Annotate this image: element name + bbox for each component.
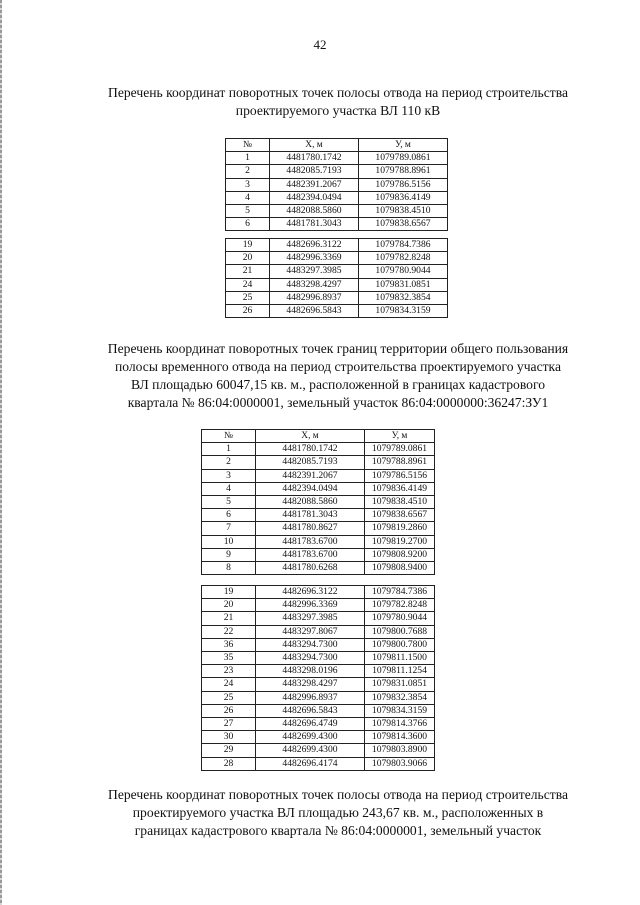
x-coordinate-cell: 4481780.1742 [270, 152, 359, 165]
y-coordinate-cell: 1079814.3600 [365, 731, 435, 744]
table-row [226, 178, 448, 191]
coordinates-table-1 [225, 138, 448, 231]
heading-2-line: квартала № 86:04:0000001, земельный участок 86:04:0000000:36247:ЗУ1 [127, 395, 549, 410]
table-2-block-2 [202, 586, 435, 771]
y-coordinate-cell: 1079789.0861 [365, 443, 435, 456]
point-number-cell: 25 [202, 691, 256, 704]
heading-2 [48, 340, 628, 412]
y-coordinate-cell: 1079788.8961 [365, 456, 435, 469]
y-coordinate-cell: 1079811.1254 [365, 665, 435, 678]
table-row [202, 731, 435, 744]
x-coordinate-cell: 4481780.6268 [256, 562, 365, 575]
y-coordinate-cell: 1079819.2700 [365, 535, 435, 548]
x-coordinate-cell: 4482085.7193 [270, 165, 359, 178]
header-y: У, м [365, 430, 435, 443]
table-row [202, 718, 435, 731]
x-coordinate-cell: 4482996.3369 [270, 252, 359, 265]
table-2-block-1 [202, 443, 435, 575]
table-row [202, 704, 435, 717]
x-coordinate-cell: 4483294.7300 [256, 652, 365, 665]
table-row [202, 625, 435, 638]
table-row [226, 191, 448, 204]
point-number-cell: 35 [202, 652, 256, 665]
y-coordinate-cell: 1079838.6567 [359, 218, 448, 231]
table-row [202, 496, 435, 509]
point-number-cell: 19 [202, 586, 256, 599]
y-coordinate-cell: 1079803.8900 [365, 744, 435, 757]
y-coordinate-cell: 1079786.5156 [365, 469, 435, 482]
y-coordinate-cell: 1079780.9044 [365, 612, 435, 625]
table-row [202, 443, 435, 456]
table-row [226, 291, 448, 304]
table-row [226, 152, 448, 165]
y-coordinate-cell: 1079800.7688 [365, 625, 435, 638]
y-coordinate-cell: 1079784.7386 [359, 239, 448, 252]
x-coordinate-cell: 4482696.5843 [256, 704, 365, 717]
x-coordinate-cell: 4481781.3043 [256, 509, 365, 522]
point-number-cell: 21 [202, 612, 256, 625]
y-coordinate-cell: 1079788.8961 [359, 165, 448, 178]
header-num: № [202, 430, 256, 443]
x-coordinate-cell: 4482996.8937 [256, 691, 365, 704]
y-coordinate-cell: 1079782.8248 [359, 252, 448, 265]
heading-3-line: Перечень координат поворотных точек полосы отвода на период строительства [108, 787, 568, 802]
table-row [202, 535, 435, 548]
x-coordinate-cell: 4482088.5860 [256, 496, 365, 509]
table-row [226, 265, 448, 278]
point-number-cell: 22 [202, 625, 256, 638]
x-coordinate-cell: 4483298.4297 [256, 678, 365, 691]
y-coordinate-cell: 1079838.4510 [359, 205, 448, 218]
point-number-cell: 26 [202, 704, 256, 717]
point-number-cell: 3 [226, 178, 270, 191]
y-coordinate-cell: 1079780.9044 [359, 265, 448, 278]
x-coordinate-cell: 4482391.2067 [270, 178, 359, 191]
coordinates-table-2-continued [201, 585, 435, 771]
header-y: У, м [359, 139, 448, 152]
y-coordinate-cell: 1079786.5156 [359, 178, 448, 191]
table-row [226, 305, 448, 318]
header-num: № [226, 139, 270, 152]
y-coordinate-cell: 1079808.9200 [365, 548, 435, 561]
table-row [202, 652, 435, 665]
y-coordinate-cell: 1079838.4510 [365, 496, 435, 509]
table-1-block-2 [226, 239, 448, 318]
table-row [226, 278, 448, 291]
y-coordinate-cell: 1079784.7386 [365, 586, 435, 599]
point-number-cell: 3 [202, 469, 256, 482]
y-coordinate-cell: 1079831.0851 [365, 678, 435, 691]
table-row [202, 456, 435, 469]
x-coordinate-cell: 4482696.3122 [270, 239, 359, 252]
table-row [226, 218, 448, 231]
point-number-cell: 6 [202, 509, 256, 522]
y-coordinate-cell: 1079831.0851 [359, 278, 448, 291]
heading-1-line: проектируемого участка ВЛ 110 кВ [235, 103, 441, 118]
y-coordinate-cell: 1079834.3159 [359, 305, 448, 318]
table-row [202, 522, 435, 535]
point-number-cell: 9 [202, 548, 256, 561]
table-row [226, 252, 448, 265]
x-coordinate-cell: 4483297.8067 [256, 625, 365, 638]
point-number-cell: 5 [226, 205, 270, 218]
x-coordinate-cell: 4482699.4300 [256, 744, 365, 757]
x-coordinate-cell: 4481781.3043 [270, 218, 359, 231]
x-coordinate-cell: 4481783.6700 [256, 535, 365, 548]
heading-2-line: ВЛ площадью 60047,15 кв. м., расположенной в границах кадастрового [131, 377, 545, 392]
point-number-cell: 26 [226, 305, 270, 318]
point-number-cell: 10 [202, 535, 256, 548]
x-coordinate-cell: 4483297.3985 [256, 612, 365, 625]
table-row [202, 562, 435, 575]
heading-1-line: Перечень координат поворотных точек полосы отвода на период строительства [108, 85, 568, 100]
table-row [202, 744, 435, 757]
y-coordinate-cell: 1079800.7800 [365, 638, 435, 651]
x-coordinate-cell: 4483297.3985 [270, 265, 359, 278]
table-row [202, 599, 435, 612]
table-row [226, 239, 448, 252]
point-number-cell: 28 [202, 757, 256, 770]
point-number-cell: 27 [202, 718, 256, 731]
page-edge [0, 0, 2, 905]
x-coordinate-cell: 4482996.8937 [270, 291, 359, 304]
heading-2-line: полосы временного отвода на период строительства проектируемого участка [115, 359, 561, 374]
point-number-cell: 23 [202, 665, 256, 678]
x-coordinate-cell: 4482996.3369 [256, 599, 365, 612]
x-coordinate-cell: 4482696.4749 [256, 718, 365, 731]
table-row [226, 205, 448, 218]
y-coordinate-cell: 1079789.0861 [359, 152, 448, 165]
point-number-cell: 25 [226, 291, 270, 304]
coordinates-table-2 [201, 429, 435, 575]
point-number-cell: 1 [202, 443, 256, 456]
table-row [202, 586, 435, 599]
point-number-cell: 8 [202, 562, 256, 575]
table-row [202, 548, 435, 561]
point-number-cell: 24 [226, 278, 270, 291]
table-row [202, 638, 435, 651]
y-coordinate-cell: 1079836.4149 [365, 482, 435, 495]
y-coordinate-cell: 1079808.9400 [365, 562, 435, 575]
point-number-cell: 7 [202, 522, 256, 535]
x-coordinate-cell: 4483294.7300 [256, 638, 365, 651]
point-number-cell: 30 [202, 731, 256, 744]
table-row [202, 509, 435, 522]
page-number: 42 [313, 37, 327, 52]
y-coordinate-cell: 1079834.3159 [365, 704, 435, 717]
header-x: X, м [256, 430, 365, 443]
point-number-cell: 1 [226, 152, 270, 165]
y-coordinate-cell: 1079838.6567 [365, 509, 435, 522]
point-number-cell: 24 [202, 678, 256, 691]
x-coordinate-cell: 4482696.4174 [256, 757, 365, 770]
x-coordinate-cell: 4481783.6700 [256, 548, 365, 561]
table-row [202, 469, 435, 482]
heading-3-line: проектируемого участка ВЛ площадью 243,67 кв. м., расположенных в [132, 805, 544, 820]
point-number-cell: 29 [202, 744, 256, 757]
table-row [226, 165, 448, 178]
x-coordinate-cell: 4482085.7193 [256, 456, 365, 469]
x-coordinate-cell: 4481780.1742 [256, 443, 365, 456]
table-row [202, 665, 435, 678]
table-row [202, 757, 435, 770]
x-coordinate-cell: 4483298.4297 [270, 278, 359, 291]
point-number-cell: 21 [226, 265, 270, 278]
point-number-cell: 19 [226, 239, 270, 252]
x-coordinate-cell: 4481780.8627 [256, 522, 365, 535]
x-coordinate-cell: 4482699.4300 [256, 731, 365, 744]
y-coordinate-cell: 1079836.4149 [359, 191, 448, 204]
heading-2-line: Перечень координат поворотных точек границ территории общего пользования [107, 341, 569, 356]
point-number-cell: 4 [202, 482, 256, 495]
y-coordinate-cell: 1079832.3854 [359, 291, 448, 304]
x-coordinate-cell: 4482696.5843 [270, 305, 359, 318]
point-number-cell: 20 [202, 599, 256, 612]
table-row [202, 482, 435, 495]
y-coordinate-cell: 1079811.1500 [365, 652, 435, 665]
x-coordinate-cell: 4482696.3122 [256, 586, 365, 599]
point-number-cell: 4 [226, 191, 270, 204]
y-coordinate-cell: 1079803.9066 [365, 757, 435, 770]
x-coordinate-cell: 4482394.0494 [270, 191, 359, 204]
heading-3 [48, 786, 628, 840]
y-coordinate-cell: 1079782.8248 [365, 599, 435, 612]
table-row [202, 612, 435, 625]
table-1-block-1 [226, 152, 448, 231]
x-coordinate-cell: 4482391.2067 [256, 469, 365, 482]
table-header-row [226, 139, 448, 152]
point-number-cell: 6 [226, 218, 270, 231]
header-x: X, м [270, 139, 359, 152]
x-coordinate-cell: 4483298.0196 [256, 665, 365, 678]
point-number-cell: 5 [202, 496, 256, 509]
heading-1 [48, 84, 628, 120]
table-header-row [202, 430, 435, 443]
y-coordinate-cell: 1079832.3854 [365, 691, 435, 704]
coordinates-table-1-continued [225, 238, 448, 318]
table-row [202, 691, 435, 704]
point-number-cell: 36 [202, 638, 256, 651]
x-coordinate-cell: 4482088.5860 [270, 205, 359, 218]
point-number-cell: 20 [226, 252, 270, 265]
y-coordinate-cell: 1079819.2860 [365, 522, 435, 535]
point-number-cell: 2 [202, 456, 256, 469]
y-coordinate-cell: 1079814.3766 [365, 718, 435, 731]
point-number-cell: 2 [226, 165, 270, 178]
table-row [202, 678, 435, 691]
x-coordinate-cell: 4482394.0494 [256, 482, 365, 495]
heading-3-line: границах кадастрового квартала № 86:04:0000001, земельный участок [134, 823, 542, 838]
